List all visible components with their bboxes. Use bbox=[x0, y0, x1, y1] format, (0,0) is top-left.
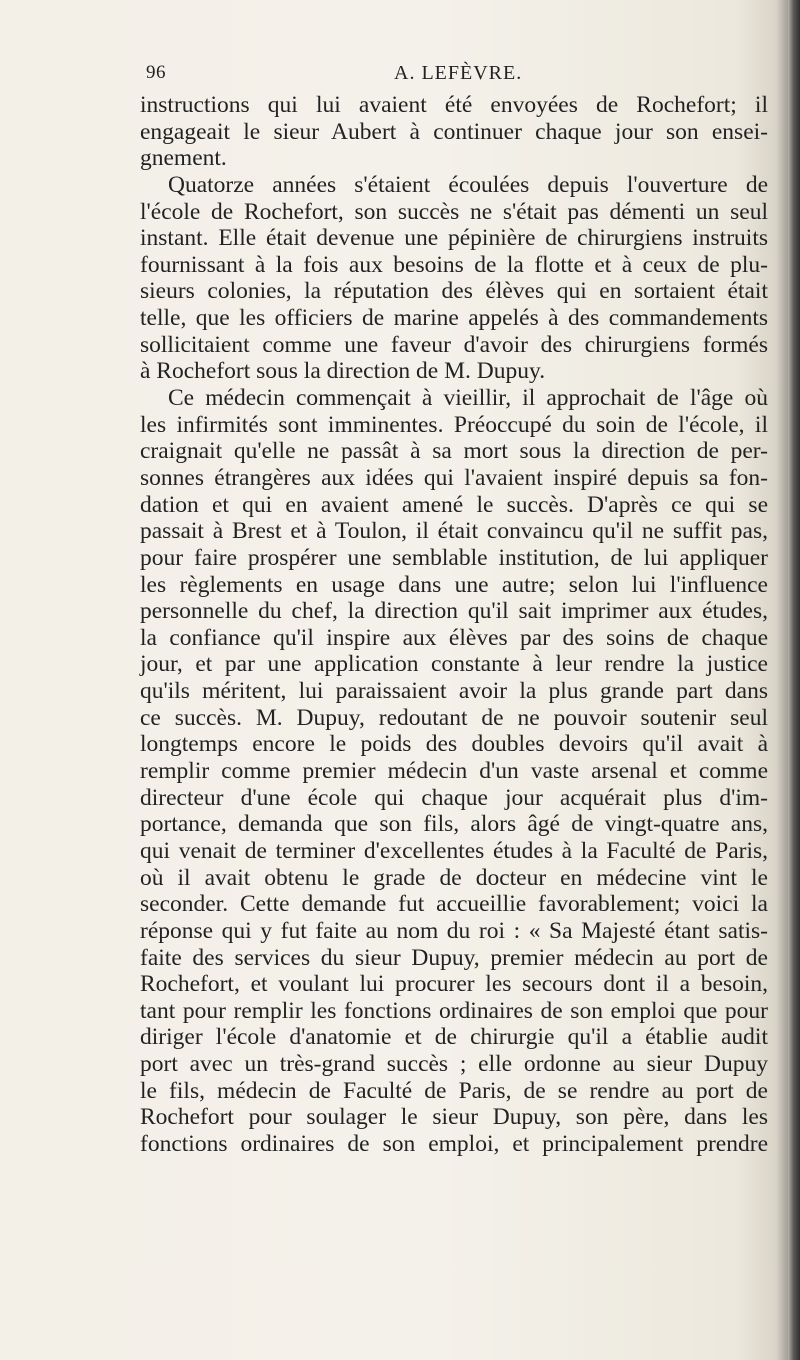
text-line: pour faire prospérer une semblable institution, de lui appliquer bbox=[140, 544, 768, 571]
text-line: fonctions ordinaires de son emploi, et principalement prendre bbox=[140, 1130, 768, 1157]
text-line: gnement. bbox=[140, 145, 227, 172]
text-line: craignait qu'elle ne passât à sa mort sous la direction de per- bbox=[140, 438, 768, 465]
text-line: sieurs colonies, la réputation des élèves qui en sortaient était bbox=[140, 278, 768, 305]
text-line: réponse qui y fut faite au nom du roi : « Sa Majesté étant satis- bbox=[140, 917, 768, 944]
text-line: qui venait de terminer d'excellentes études à la Faculté de Paris, bbox=[140, 837, 768, 864]
page-number: 96 bbox=[146, 62, 166, 83]
text-line: Quatorze années s'étaient écoulées depuis l'ouverture de bbox=[168, 171, 768, 198]
text-line: l'école de Rochefort, son succès ne s'était pas démenti un seul bbox=[140, 198, 768, 225]
text-line: sonnes étrangères aux idées qui l'avaient inspiré depuis sa fon- bbox=[140, 464, 768, 491]
text-line: faite des services du sieur Dupuy, premier médecin au port de bbox=[140, 944, 768, 971]
body-text bbox=[140, 92, 768, 1158]
text-line: les règlements en usage dans une autre; selon lui l'influence bbox=[140, 571, 768, 598]
text-line: Rochefort, et voulant lui procurer les secours dont il a besoin, bbox=[140, 971, 768, 998]
text-line: fournissant à la fois aux besoins de la flotte et à ceux de plu- bbox=[140, 251, 768, 278]
text-line: personnelle du chef, la direction qu'il sait imprimer aux études, bbox=[140, 598, 768, 625]
text-line: tant pour remplir les fonctions ordinaires de son emploi que pour bbox=[140, 997, 768, 1024]
text-line: sollicitaient comme une faveur d'avoir des chirurgiens formés bbox=[140, 331, 768, 358]
running-head: A. LEFÈVRE. bbox=[394, 62, 523, 84]
text-line: ce succès. M. Dupuy, redoutant de ne pouvoir soutenir seul bbox=[140, 704, 768, 731]
text-line: dation et qui en avaient amené le succès. D'après ce qui se bbox=[140, 491, 768, 518]
text-line: telle, que les officiers de marine appelés à des commandements bbox=[140, 305, 768, 332]
text-line: instructions qui lui avaient été envoyées de Rochefort; il bbox=[140, 92, 768, 118]
text-line: seconder. Cette demande fut accueillie favorablement; voici la bbox=[140, 891, 768, 918]
text-line: les infirmités sont imminentes. Préoccupé du soin de l'école, il bbox=[140, 411, 768, 438]
text-line: Rochefort pour soulager le sieur Dupuy, son père, dans les bbox=[140, 1104, 768, 1131]
text-line: portance, demanda que son fils, alors âgé de vingt-quatre ans, bbox=[140, 811, 768, 838]
text-line: remplir comme premier médecin d'un vaste arsenal et comme bbox=[140, 758, 768, 785]
book-spine-edge bbox=[788, 0, 800, 1360]
text-line: jour, et par une application constante à leur rendre la justice bbox=[140, 651, 768, 678]
page-header bbox=[146, 62, 762, 90]
text-line: diriger l'école d'anatomie et de chirurgie qu'il a établie audit bbox=[140, 1024, 768, 1051]
text-line: qu'ils méritent, lui paraissaient avoir la plus grande part dans bbox=[140, 678, 768, 705]
text-line: la confiance qu'il inspire aux élèves par des soins de chaque bbox=[140, 624, 768, 651]
text-line: instant. Elle était devenue une pépinière de chirurgiens instruits bbox=[140, 225, 768, 252]
text-line: longtemps encore le poids des doubles devoirs qu'il avait à bbox=[140, 731, 768, 758]
text-line: port avec un très-grand succès ; elle ordonne au sieur Dupuy bbox=[140, 1051, 768, 1078]
text-line: le fils, médecin de Faculté de Paris, de se rendre au port de bbox=[140, 1077, 768, 1104]
text-line: passait à Brest et à Toulon, il était convaincu qu'il ne suffit pas, bbox=[140, 518, 768, 545]
text-line: à Rochefort sous la direction de M. Dupuy. bbox=[140, 358, 546, 385]
text-line: Ce médecin commençait à vieillir, il approchait de l'âge où bbox=[168, 385, 768, 412]
text-line: engageait le sieur Aubert à continuer chaque jour son ensei- bbox=[140, 118, 768, 145]
text-line: où il avait obtenu le grade de docteur en médecine vint le bbox=[140, 864, 768, 891]
text-line: directeur d'une école qui chaque jour acquérait plus d'im- bbox=[140, 784, 768, 811]
